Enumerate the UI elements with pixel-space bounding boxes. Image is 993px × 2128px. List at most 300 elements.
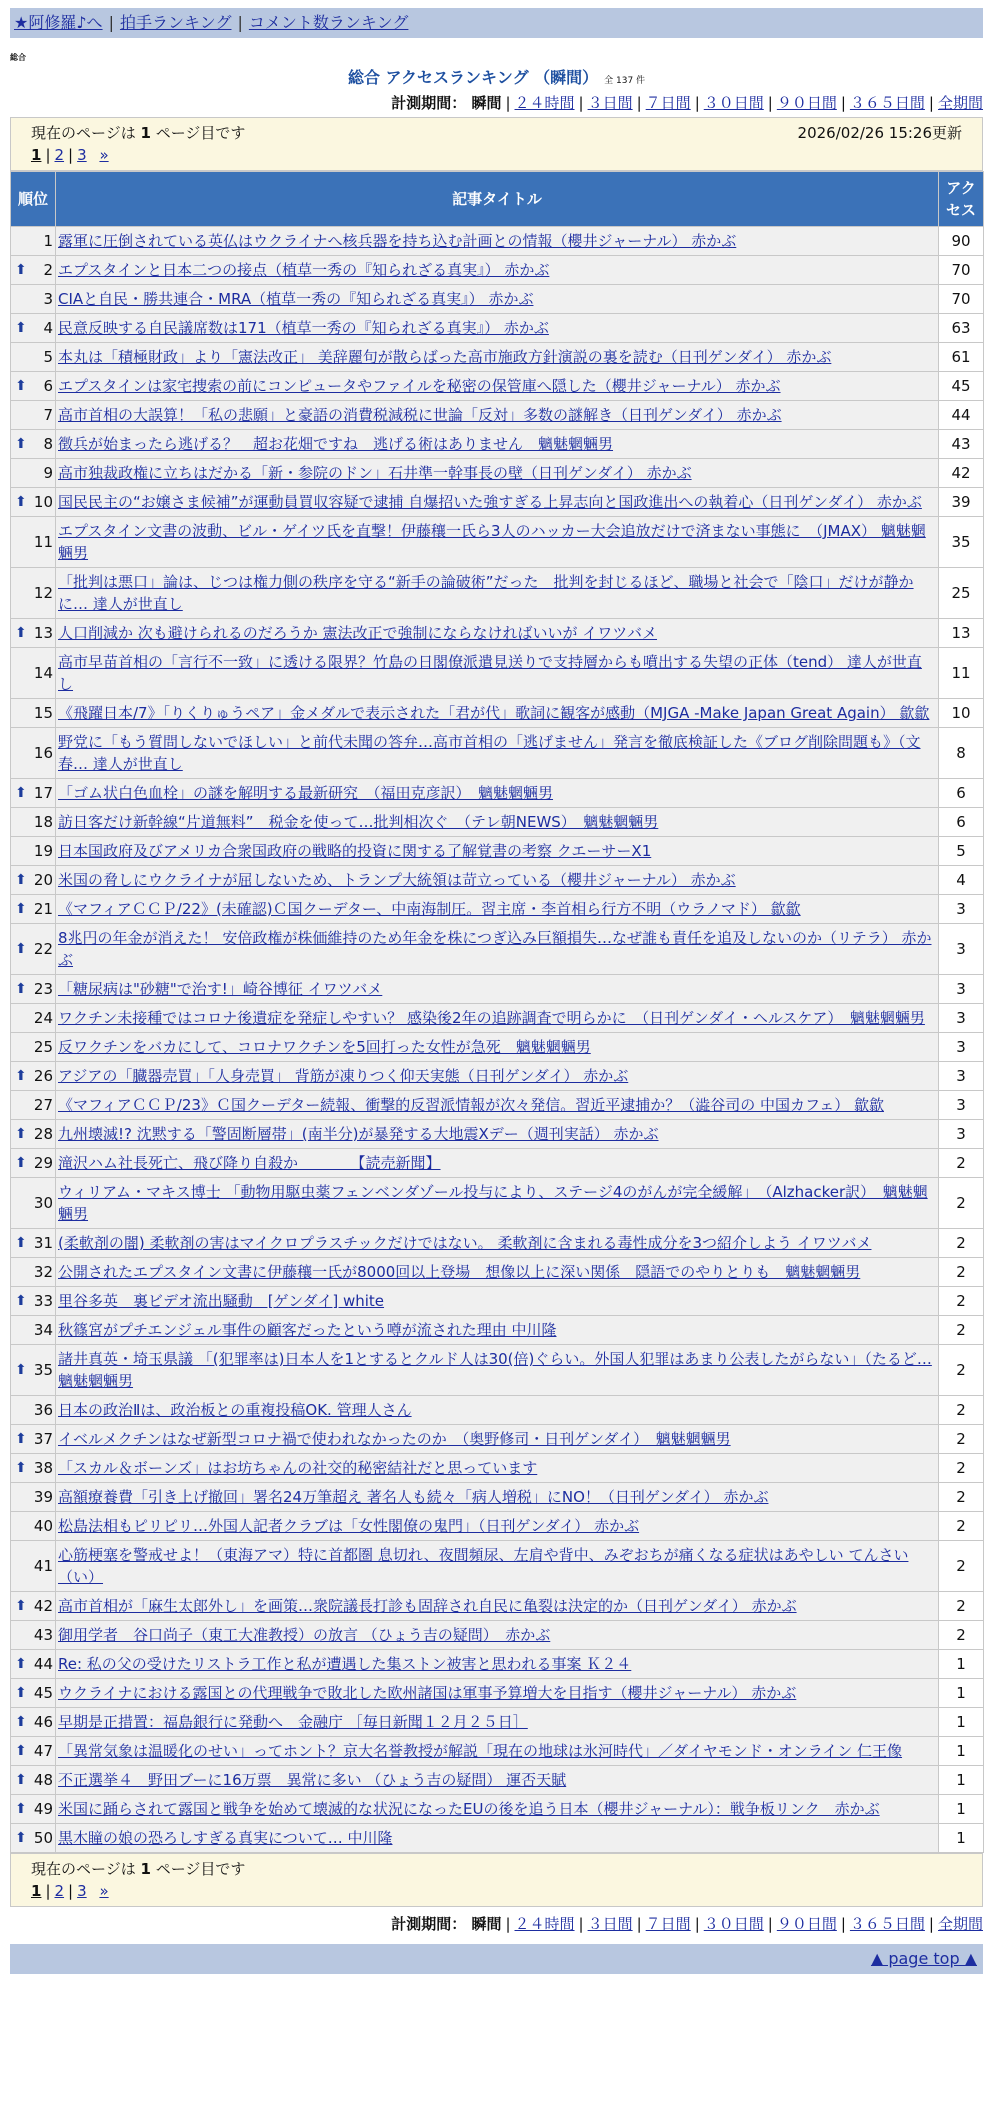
pager-separator: | (45, 1882, 51, 1900)
title-cell (56, 1592, 939, 1621)
access-count: 1 (939, 1737, 984, 1766)
top-nav-bar (10, 8, 983, 38)
clap-ranking-link[interactable]: 拍手ランキング (119, 13, 232, 32)
pager-next-link[interactable]: » (99, 146, 109, 164)
article-title-link[interactable]: (柔軟剤の闇) 柔軟剤の害はマイクロプラスチックだけではない。 柔軟剤に含まれる毒性成分を3つ紹介しよう イワツバメ (58, 1234, 872, 1252)
table-row (11, 975, 984, 1004)
period-separator: | (840, 1915, 846, 1933)
rank-cell (11, 256, 56, 285)
title-cell (56, 1033, 939, 1062)
period-label: 計測期間： (391, 1915, 472, 1933)
table-row (11, 1178, 984, 1229)
pager-separator: | (45, 146, 51, 164)
title-cell (56, 866, 939, 895)
table-row (11, 1091, 984, 1120)
pager (31, 144, 962, 166)
rank-cell (11, 488, 56, 517)
title-cell (56, 837, 939, 866)
article-title-link[interactable]: エプスタイン文書の波動、ビル・ゲイツ氏を直撃！伊藤穰一氏ら3人のハッカー大会追放だけで済まない事態に （JMAX） 魑魅魍魎男 (58, 522, 926, 562)
access-count: 1 (939, 1795, 984, 1824)
rank-up-arrow-icon: ⬆ (15, 1743, 27, 1759)
rank-cell (11, 1512, 56, 1541)
rank-number: 45 (33, 1684, 53, 1702)
access-count: 3 (939, 1091, 984, 1120)
rank-number: 35 (33, 1361, 53, 1379)
rank-number: 21 (33, 900, 53, 918)
rank-number: 32 (33, 1263, 53, 1281)
table-row (11, 1345, 984, 1396)
rank-cell (11, 895, 56, 924)
rank-number: 12 (33, 584, 53, 602)
period-separator: | (928, 94, 934, 112)
table-row (11, 699, 984, 728)
table-row (11, 728, 984, 779)
rank-up-arrow-icon: ⬆ (15, 1598, 27, 1614)
access-count: 11 (939, 648, 984, 699)
table-row (11, 1062, 984, 1091)
table-row (11, 895, 984, 924)
rank-number: 48 (33, 1771, 53, 1789)
rank-cell (11, 1592, 56, 1621)
home-link[interactable]: ★阿修羅♪へ (14, 13, 103, 32)
period-separator: | (928, 1915, 934, 1933)
article-title-link[interactable]: 訪日客だけ新幹線“片道無料” 税金を使って…批判相次ぐ （テレ朝NEWS） 魑魅魍魎男 (58, 813, 659, 831)
period-option[interactable]: ３６５日間 (849, 1915, 925, 1933)
table-row (11, 517, 984, 568)
article-title-link[interactable]: 里谷多英 裏ビデオ流出騒動 [ゲンダイ] white (58, 1292, 385, 1310)
rank-cell (11, 343, 56, 372)
rank-cell (11, 619, 56, 648)
rank-up-arrow-icon: ⬆ (15, 1155, 27, 1171)
title-cell (56, 1425, 939, 1454)
table-row (11, 1229, 984, 1258)
access-count: 1 (939, 1824, 984, 1853)
rank-up-arrow-icon: ⬆ (15, 1460, 27, 1476)
access-count: 2 (939, 1454, 984, 1483)
rank-up-arrow-icon: ⬆ (15, 872, 27, 888)
article-title-link[interactable]: 「批判は悪口」論は、じつは権力側の秩序を守る“新手の論破術”だった 批判を封じるほど、職場と社会で「陰口」だけが静かに… 達人が世直し (58, 573, 914, 613)
table-row (11, 1396, 984, 1425)
period-option[interactable]: ９０日間 (776, 1915, 837, 1933)
rank-number: 36 (33, 1401, 53, 1419)
rank-up-arrow-icon: ⬆ (15, 320, 27, 336)
rank-number: 38 (33, 1459, 53, 1477)
pager-spacer (91, 146, 96, 164)
article-title-link[interactable]: 米国の脅しにウクライナが屈しないため、トランプ大統領は苛立っている（櫻井ジャーナル） 赤かぶ (58, 871, 736, 889)
rank-cell (11, 808, 56, 837)
article-title-link[interactable]: 高市首相が「麻生太郎外し」を画策…衆院議長打診も固辞され自民に亀裂は決定的か（日刊ゲンダイ） 赤かぶ (58, 1597, 797, 1615)
article-title-link[interactable]: 野党に「もう質問しないでほしい」と前代未聞の答弁…高市首相の「逃げません」発言を徹底検証した《ブログ削除問題も》（文春… 達人が世直し (58, 733, 921, 773)
article-title-link[interactable]: 米国に踊らされて露国と戦争を始めて壊滅的な状況になったEUの後を追う日本（櫻井ジャーナル）：戦争板リンク 赤かぶ (58, 1800, 880, 1818)
rank-cell (11, 1229, 56, 1258)
title-cell (56, 1287, 939, 1316)
rank-number: 43 (33, 1626, 53, 1644)
table-row (11, 1708, 984, 1737)
rank-number: 34 (33, 1321, 53, 1339)
access-count: 2 (939, 1425, 984, 1454)
rank-cell (11, 1033, 56, 1062)
rank-up-arrow-icon: ⬆ (15, 1830, 27, 1846)
rank-number: 14 (33, 664, 53, 682)
rank-cell (11, 285, 56, 314)
table-row (11, 430, 984, 459)
pager (31, 1880, 962, 1902)
pager-page-link[interactable]: 2 (54, 1882, 65, 1900)
table-row (11, 1621, 984, 1650)
access-count: 25 (939, 568, 984, 619)
pager-next-link[interactable]: » (99, 1882, 109, 1900)
rank-number: 30 (33, 1194, 53, 1212)
rank-number: 5 (43, 348, 53, 366)
article-title-link[interactable]: 高市早苗首相の「言行不一致」に透ける限界？竹島の日閣僚派遣見送りで支持層からも噴出する失望の正体（tend） 達人が世直し (58, 653, 922, 693)
rank-cell (11, 1258, 56, 1287)
article-title-link[interactable]: エプスタインは家宅捜索の前にコンピュータやファイルを秘密の保管庫へ隠した（櫻井ジャーナル） 赤かぶ (58, 377, 781, 395)
access-count: 44 (939, 401, 984, 430)
rank-up-arrow-icon: ⬆ (15, 436, 27, 452)
period-label: 計測期間： (391, 94, 472, 112)
rank-cell (11, 1483, 56, 1512)
rank-cell (11, 1541, 56, 1592)
rank-cell (11, 1345, 56, 1396)
rank-up-arrow-icon: ⬆ (15, 494, 27, 510)
article-title-link[interactable]: 心筋梗塞を警戒せよ！（東海アマ）特に首都圏 息切れ、夜間頻尿、左肩や背中、みぞおちが痛くなる症状はあやしい てんさい（い） (58, 1546, 909, 1586)
period-separator: | (694, 1915, 700, 1933)
nav-separator: | (237, 13, 243, 32)
access-count: 61 (939, 343, 984, 372)
rank-cell (11, 1454, 56, 1483)
title-cell (56, 1650, 939, 1679)
article-title-link[interactable]: 「ゴム状白色血栓」の謎を解明する最新研究 （福田克彦訳） 魑魅魍魎男 (58, 784, 554, 802)
table-row (11, 1541, 984, 1592)
total-count: 全 137 件 (604, 76, 646, 86)
article-title-link[interactable]: 《マフィアＣＣＰ/22》(未確認)Ｃ国クーデター、中南海制圧。習主席・李首相ら行方不明（ウラノマド） 歙歙 (58, 900, 801, 918)
article-title-link[interactable]: 九州壊滅!? 沈黙する「警固断層帯」(南半分)が暴発する大地震Xデー（週刊実話） 赤かぶ (58, 1125, 659, 1143)
article-title-link[interactable]: 徴兵が始まったら逃げる？ 超お花畑ですね 逃げる術はありません 魑魅魍魎男 (58, 435, 614, 453)
article-title-link[interactable]: 8兆円の年金が消えた！ 安倍政権が株価維持のため年金を株につぎ込み巨額損失…なぜ誰も責任を追及しないのか（リテラ） 赤かぶ (58, 929, 932, 969)
period-option: 瞬間 (471, 1915, 502, 1933)
col-title-header: 記事タイトル (56, 172, 939, 227)
access-count: 2 (939, 1621, 984, 1650)
article-title-link[interactable]: 公開されたエプスタイン文書に伊藤穰一氏が8000回以上登場 想像以上に深い関係 隠語でのやりとりも 魑魅魍魎男 (58, 1263, 861, 1281)
comment-ranking-link[interactable]: コメント数ランキング (248, 13, 409, 32)
article-title-link[interactable]: 日本の政治Ⅱは、政治板との重複投稿OK. 管理人さん (58, 1401, 412, 1419)
access-count: 39 (939, 488, 984, 517)
ranking-header (10, 65, 983, 88)
rank-cell (11, 227, 56, 256)
table-row (11, 1650, 984, 1679)
table-row (11, 1454, 984, 1483)
table-row (11, 343, 984, 372)
article-title-link[interactable]: 露軍に圧倒されている英仏はウクライナへ核兵器を持ち込む計画との情報（櫻井ジャーナル） 赤かぶ (58, 232, 737, 250)
page-info-box-bottom (10, 1853, 983, 1907)
rank-cell (11, 1795, 56, 1824)
period-separator: | (694, 94, 700, 112)
rank-number: 16 (33, 744, 53, 762)
title-cell (56, 1004, 939, 1033)
rank-cell (11, 1396, 56, 1425)
table-row (11, 1120, 984, 1149)
title-cell (56, 1316, 939, 1345)
article-title-link[interactable]: 高市独裁政権に立ちはだかる「新・参院のドン」石井準一幹事長の壁（日刊ゲンダイ） 赤かぶ (58, 464, 692, 482)
title-cell (56, 1766, 939, 1795)
period-option[interactable]: ３０日間 (703, 1915, 764, 1933)
period-option[interactable]: 全期間 (937, 94, 983, 112)
access-count: 3 (939, 924, 984, 975)
article-title-link[interactable]: 御用学者 谷口尚子（東工大准教授）の放言 （ひょう吉の疑問） 赤かぶ (58, 1626, 551, 1644)
period-option[interactable]: ７日間 (645, 94, 691, 112)
access-count: 63 (939, 314, 984, 343)
rank-up-arrow-icon: ⬆ (15, 1656, 27, 1672)
table-row (11, 1766, 984, 1795)
period-option: 瞬間 (471, 94, 502, 112)
period-separator: | (578, 94, 584, 112)
rank-cell (11, 1737, 56, 1766)
rank-cell (11, 314, 56, 343)
rank-up-arrow-icon: ⬆ (15, 1685, 27, 1701)
rank-number: 2 (43, 261, 53, 279)
title-cell (56, 1149, 939, 1178)
access-count: 1 (939, 1650, 984, 1679)
rank-number: 13 (33, 624, 53, 642)
period-separator: | (636, 1915, 642, 1933)
article-title-link[interactable]: イベルメクチンはなぜ新型コロナ禍で使われなかったのか （奥野修司・日刊ゲンダイ） 魑魅魍魎男 (58, 1430, 731, 1448)
title-cell (56, 1483, 939, 1512)
rank-cell (11, 1287, 56, 1316)
access-count: 3 (939, 1004, 984, 1033)
article-title-link[interactable]: エプスタインと日本二つの接点（植草一秀の『知られざる真実』） 赤かぶ (58, 261, 550, 279)
title-cell (56, 1737, 939, 1766)
table-row (11, 401, 984, 430)
article-title-link[interactable]: アジアの「臓器売買」「人身売買」 背筋が凍りつく仰天実態（日刊ゲンダイ） 赤かぶ (58, 1067, 629, 1085)
article-title-link[interactable]: ウィリアム・マキス博士 「動物用駆虫薬フェンベンダゾール投与により、ステージ4のがんが完全緩解」 （Alzhacker訳） 魑魅魍魎男 (58, 1183, 928, 1223)
article-title-link[interactable]: 人口削減か 次も避けられるのだろうか 憲法改正で強制にならなければいいが イワツバメ (58, 624, 658, 642)
article-title-link[interactable]: 不正選挙４ 野田ブーに16万票 異常に多い （ひょう吉の疑問） 運否天賦 (58, 1771, 567, 1789)
rank-cell (11, 1766, 56, 1795)
access-count: 2 (939, 1396, 984, 1425)
article-title-link[interactable]: 「糖尿病は"砂糖"で治す!」崎谷博征 イワツバメ (58, 980, 383, 998)
rank-cell (11, 1650, 56, 1679)
rank-number: 15 (33, 704, 53, 722)
article-title-link[interactable]: 「スカル＆ボーンズ」はお坊ちゃんの社交的秘密結社だと思っています (58, 1459, 538, 1477)
table-row (11, 256, 984, 285)
article-title-link[interactable]: 黒木瞳の娘の恐ろしすぎる真実について… 中川隆 (58, 1829, 393, 1847)
title-cell (56, 1454, 939, 1483)
period-option[interactable]: ２４時間 (514, 1915, 575, 1933)
access-count: 42 (939, 459, 984, 488)
access-count: 3 (939, 1033, 984, 1062)
rank-up-arrow-icon: ⬆ (15, 378, 27, 394)
access-count: 2 (939, 1483, 984, 1512)
rank-number: 42 (33, 1597, 53, 1615)
title-cell (56, 924, 939, 975)
table-row (11, 1316, 984, 1345)
access-count: 3 (939, 975, 984, 1004)
access-count: 70 (939, 285, 984, 314)
rank-up-arrow-icon: ⬆ (15, 625, 27, 641)
period-separator: | (767, 1915, 773, 1933)
col-rank-header: 順位 (11, 172, 56, 227)
access-count: 70 (939, 256, 984, 285)
rank-number: 22 (33, 940, 53, 958)
table-row (11, 1795, 984, 1824)
access-count: 1 (939, 1679, 984, 1708)
article-title-link[interactable]: 《マフィアＣＣＰ/23》Ｃ国クーデター続報、衝撃的反習派情報が次々発信。習近平逮捕か？（澁谷司の 中国カフェ） 歙歙 (58, 1096, 884, 1114)
rank-cell (11, 1149, 56, 1178)
article-title-link[interactable]: 「異常気象は温暖化のせい」ってホント？京大名誉教授が解説「現在の地球は氷河時代」／ダイヤモンド・オンライン 仁王像 (58, 1742, 903, 1760)
rank-number: 3 (43, 290, 53, 308)
period-option[interactable]: ２４時間 (514, 94, 575, 112)
title-cell (56, 1120, 939, 1149)
title-cell (56, 343, 939, 372)
updated-timestamp: 2026/02/26 15:26更新 (797, 124, 962, 142)
title-cell (56, 1258, 939, 1287)
access-count: 45 (939, 372, 984, 401)
rank-cell (11, 372, 56, 401)
rank-cell (11, 1316, 56, 1345)
rank-number: 49 (33, 1800, 53, 1818)
article-title-link[interactable]: Re: 私の父の受けたリストラ工作と私が遭遇した集ストン被害と思われる事案 Ｋ２４ (58, 1655, 632, 1673)
pager-spacer (91, 1882, 96, 1900)
rank-up-arrow-icon: ⬆ (15, 1714, 27, 1730)
table-row (11, 568, 984, 619)
period-option[interactable]: ３０日間 (703, 94, 764, 112)
table-row (11, 285, 984, 314)
title-cell (56, 1229, 939, 1258)
title-cell (56, 619, 939, 648)
period-option[interactable]: ７日間 (645, 1915, 691, 1933)
article-title-link[interactable]: 高市首相の大誤算！「私の悲願」と豪語の消費税減税に世論「反対」多数の謎解き（日刊ゲンダイ） 赤かぶ (58, 406, 782, 424)
title-cell (56, 1621, 939, 1650)
page-top-link[interactable]: ▲ page top ▲ (870, 1949, 977, 1968)
rank-cell (11, 401, 56, 430)
table-row (11, 837, 984, 866)
article-title-link[interactable]: 早期是正措置：福島銀行に発動へ 金融庁 ［毎日新聞１２月２５日］ (58, 1713, 528, 1731)
period-option[interactable]: ３日間 (587, 1915, 633, 1933)
table-row (11, 1512, 984, 1541)
access-count: 2 (939, 1287, 984, 1316)
title-cell (56, 648, 939, 699)
rank-cell (11, 430, 56, 459)
article-title-link[interactable]: 反ワクチンをバカにして、コロナワクチンを5回打った女性が急死 魑魅魍魎男 (58, 1038, 591, 1056)
table-row (11, 1679, 984, 1708)
article-title-link[interactable]: CIAと自民・勝共連合・MRA（植草一秀の『知られざる真実』） 赤かぶ (58, 290, 534, 308)
pager-page-link[interactable]: 3 (77, 1882, 87, 1900)
title-cell (56, 1824, 939, 1853)
article-title-link[interactable]: ワクチン未接種ではコロナ後遺症を発症しやすい？ 感染後2年の追跡調査で明らかに （日刊ゲンダイ・ヘルスケア） 魑魅魍魎男 (58, 1009, 925, 1027)
title-cell (56, 728, 939, 779)
article-title-link[interactable]: ウクライナにおける露国との代理戦争で敗北した欧州諸国は軍事予算増大を目指す（櫻井ジャーナル） 赤かぶ (58, 1684, 797, 1702)
title-cell (56, 285, 939, 314)
rank-number: 8 (43, 435, 53, 453)
title-cell (56, 1062, 939, 1091)
access-count: 2 (939, 1178, 984, 1229)
page-title: 総合 アクセスランキング （瞬間） (347, 68, 599, 87)
article-title-link[interactable]: 《飛躍日本/7》「りくりゅうペア」金メダルで表示された「君が代」歌詞に観客が感動（MJGA -Make Japan Great Again） 歙歙 (58, 704, 930, 722)
rank-cell (11, 1425, 56, 1454)
pager-separator: | (68, 1882, 74, 1900)
rank-number: 41 (33, 1557, 53, 1575)
rank-number: 37 (33, 1430, 53, 1448)
period-selector-bottom (10, 1913, 983, 1934)
table-row (11, 459, 984, 488)
article-title-link[interactable]: 高額療養費「引き上げ撤回」署名24万筆超え 著名人も続々「病人増税」にNO！（日刊ゲンダイ） 赤かぶ (58, 1488, 769, 1506)
access-count: 3 (939, 1062, 984, 1091)
rank-up-arrow-icon: ⬆ (15, 1235, 27, 1251)
access-count: 3 (939, 1120, 984, 1149)
access-count: 2 (939, 1229, 984, 1258)
rank-number: 47 (33, 1742, 53, 1760)
access-count: 43 (939, 430, 984, 459)
article-title-link[interactable]: 諸井真英・埼玉県議 「(犯罪率は)日本人を1とするとクルド人は30(倍)ぐらい。外国人犯罪はあまり公表したがらない」（たるど… 魑魅魍魎男 (58, 1350, 932, 1390)
period-option[interactable]: 全期間 (937, 1915, 983, 1933)
rank-number: 29 (33, 1154, 53, 1172)
title-cell (56, 699, 939, 728)
rank-number: 19 (33, 842, 53, 860)
rank-number: 31 (33, 1234, 53, 1252)
rank-cell (11, 568, 56, 619)
article-title-link[interactable]: 国民民主の“お嬢さま候補”が運動員買収容疑で逮捕 自爆招いた強すぎる上昇志向と国政進出への執着心（日刊ゲンダイ） 赤かぶ (58, 493, 922, 511)
rank-number: 33 (33, 1292, 53, 1310)
pager-page-link[interactable]: 2 (54, 146, 65, 164)
table-row (11, 314, 984, 343)
pager-page-link[interactable]: 3 (77, 146, 87, 164)
access-count: 2 (939, 1541, 984, 1592)
pager-current-page: 1 (31, 1882, 42, 1900)
table-row (11, 619, 984, 648)
period-option[interactable]: ３６５日間 (849, 94, 925, 112)
article-title-link[interactable]: 松島法相もピリピリ…外国人記者クラブは「女性閣僚の鬼門」（日刊ゲンダイ） 赤かぶ (58, 1517, 640, 1535)
rank-number: 17 (33, 784, 53, 802)
article-title-link[interactable]: 滝沢ハム社長死亡、飛び降り自殺か 【読売新聞】 (58, 1154, 441, 1172)
period-option[interactable]: ９０日間 (776, 94, 837, 112)
table-row (11, 1149, 984, 1178)
table-row (11, 866, 984, 895)
article-title-link[interactable]: 民意反映する自民議席数は171（植草一秀の『知られざる真実』） 赤かぶ (58, 319, 549, 337)
rank-number: 39 (33, 1488, 53, 1506)
article-title-link[interactable]: 本丸は「積極財政」より「憲法改正」 美辞麗句が散らばった高市施政方針演説の裏を読む（日刊ゲンダイ） 赤かぶ (58, 348, 832, 366)
rank-number: 24 (33, 1009, 53, 1027)
title-cell (56, 372, 939, 401)
access-count: 5 (939, 837, 984, 866)
period-option[interactable]: ３日間 (587, 94, 633, 112)
rank-cell (11, 1824, 56, 1853)
title-cell (56, 1396, 939, 1425)
table-row (11, 1483, 984, 1512)
table-row (11, 227, 984, 256)
access-count: 2 (939, 1149, 984, 1178)
rank-number: 10 (33, 493, 53, 511)
rank-number: 28 (33, 1125, 53, 1143)
access-count: 6 (939, 779, 984, 808)
rank-number: 46 (33, 1713, 53, 1731)
title-cell (56, 1708, 939, 1737)
access-count: 13 (939, 619, 984, 648)
article-title-link[interactable]: 日本国政府及びアメリカ合衆国政府の戦略的投資に関する了解覚書の考察 クエーサーX1 (58, 842, 652, 860)
period-separator: | (767, 94, 773, 112)
table-row (11, 1033, 984, 1062)
rank-cell (11, 837, 56, 866)
rank-up-arrow-icon: ⬆ (15, 1362, 27, 1378)
access-count: 8 (939, 728, 984, 779)
rank-cell (11, 1178, 56, 1229)
article-title-link[interactable]: 秋篠宮がプチエンジェル事件の顧客だったという噂が流された理由 中川隆 (58, 1321, 557, 1339)
table-row (11, 1737, 984, 1766)
rank-cell (11, 648, 56, 699)
table-row (11, 1287, 984, 1316)
rank-cell (11, 866, 56, 895)
title-cell (56, 227, 939, 256)
title-cell (56, 517, 939, 568)
